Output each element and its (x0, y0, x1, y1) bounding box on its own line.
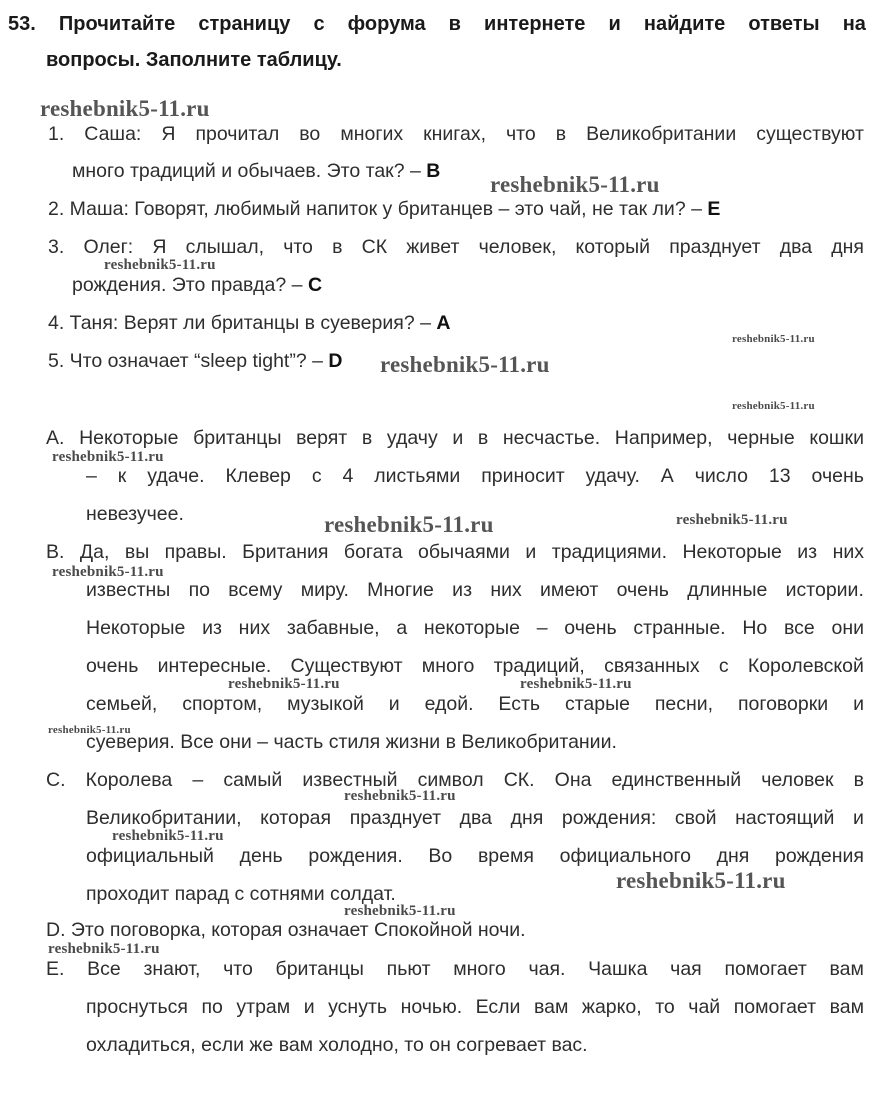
title-word: страницу (198, 13, 291, 35)
word: Чашка (588, 958, 648, 980)
word: Саша: (84, 123, 142, 145)
answer-a-line-1 (46, 426, 864, 450)
word: вы (124, 541, 150, 563)
question-4-line (48, 311, 450, 335)
word: дня (510, 807, 544, 829)
question-5-line (48, 349, 342, 373)
word: Она (554, 769, 592, 791)
question-5-answer: D (328, 350, 343, 372)
word: приносит (481, 465, 565, 487)
word: Великобритании, (86, 807, 242, 829)
word: имеют (540, 579, 599, 601)
word: Я (161, 123, 176, 145)
word: день (239, 845, 283, 867)
question-3-line-1 (48, 235, 864, 259)
word: британцы (275, 958, 364, 980)
word: знают, (143, 958, 201, 980)
word: Клевер (225, 465, 291, 487)
answer-b-line-5 (86, 692, 864, 716)
title-word: найдите (643, 13, 726, 35)
watermark: reshebnik5-11.ru (490, 172, 660, 197)
word: B. (46, 541, 65, 563)
word: Если (475, 996, 521, 1018)
word: – (536, 617, 548, 639)
task-header (8, 6, 866, 78)
word: официальный (86, 845, 214, 867)
word: всему (228, 579, 283, 601)
word: очень (616, 579, 669, 601)
watermark: reshebnik5-11.ru (112, 828, 224, 844)
watermark: reshebnik5-11.ru (344, 788, 456, 804)
word: Да, (79, 541, 110, 563)
word: символ (417, 769, 484, 791)
answer-a-line-2 (86, 464, 864, 488)
word: с (718, 655, 729, 677)
word: дня (716, 845, 750, 867)
word: Некоторые (682, 541, 782, 563)
word: празднует (669, 236, 761, 258)
watermark: reshebnik5-11.ru (344, 903, 456, 919)
word: чай (688, 996, 721, 1018)
word: спортом, (182, 693, 263, 715)
answer-b-line-4 (86, 654, 864, 678)
word: – (86, 465, 97, 487)
question-1-text-2: много традиций и обычаев. Это так? – (72, 160, 421, 182)
word: два (459, 807, 493, 829)
word: утрам (236, 996, 291, 1018)
word: по (201, 996, 223, 1018)
question-3-text-2: рождения. Это правда? – (72, 274, 303, 296)
word: рождения: (561, 807, 657, 829)
word: и (388, 693, 400, 715)
word: несчастье. (502, 427, 601, 449)
word: Например, (614, 427, 713, 449)
word: листьями (374, 465, 461, 487)
question-1-line-2 (72, 159, 440, 183)
question-4-answer: A (436, 312, 451, 334)
word: верят (296, 427, 348, 449)
word: интересные. (157, 655, 272, 677)
question-4-text: 4. Таня: Верят ли британцы в суеверия? – (48, 312, 431, 334)
word: пьют (386, 958, 431, 980)
word: много (421, 655, 475, 677)
word: два (779, 236, 813, 258)
answer-e-line-1 (46, 957, 864, 981)
word: черные (727, 427, 795, 449)
word: забавные, (286, 617, 380, 639)
word: настоящий (735, 807, 835, 829)
word: в (332, 236, 343, 258)
title-word: и (608, 13, 621, 35)
word: 3. (48, 236, 65, 258)
title-word: форума (347, 13, 426, 35)
watermark: reshebnik5-11.ru (380, 352, 550, 377)
word: что (223, 958, 253, 980)
word: число (694, 465, 748, 487)
word: и (525, 541, 537, 563)
word: длинные (687, 579, 768, 601)
title-word: ответы (748, 13, 820, 35)
watermark: reshebnik5-11.ru (48, 941, 160, 957)
word: старые (564, 693, 630, 715)
word: в (477, 427, 489, 449)
word: и (853, 807, 864, 829)
word: Некоторые (86, 617, 186, 639)
word: Я (152, 236, 167, 258)
answer-b-line-3 (86, 616, 864, 640)
word: и (452, 427, 464, 449)
word: уснуть (328, 996, 388, 1018)
word: дня (831, 236, 864, 258)
word: вам (829, 958, 864, 980)
answer-a-text-3: невезучее. (86, 503, 184, 525)
watermark: reshebnik5-11.ru (228, 676, 340, 692)
watermark: reshebnik5-11.ru (520, 676, 632, 692)
task-title-line-1 (8, 6, 866, 42)
question-2-line (48, 197, 720, 221)
word: вам (533, 996, 569, 1018)
word: поговорки (737, 693, 829, 715)
word: Некоторые (79, 427, 179, 449)
word: то (655, 996, 675, 1018)
word: и (853, 693, 864, 715)
word: E. (46, 958, 65, 980)
answer-e-line-2 (86, 995, 864, 1019)
answer-c-line-3 (86, 844, 864, 868)
word: жарко, (581, 996, 642, 1018)
watermark: reshebnik5-11.ru (616, 868, 786, 893)
word: живет (406, 236, 460, 258)
word: – (192, 769, 204, 791)
answer-b-line-1 (46, 540, 864, 564)
word: они (831, 617, 864, 639)
word: известны (86, 579, 171, 601)
word: человек, (478, 236, 557, 258)
question-5-text: 5. Что означает “sleep tight”? – (48, 350, 323, 372)
word: удачу. (585, 465, 640, 487)
word: что (283, 236, 313, 258)
answer-b-text-6: суеверия. Все они – часть стиля жизни в Великобритании. (86, 731, 617, 753)
word: обычаями (418, 541, 510, 563)
word: связанных (604, 655, 700, 677)
word: все (783, 617, 815, 639)
word: самый (223, 769, 283, 791)
word: из (797, 541, 818, 563)
word: во (299, 123, 321, 145)
word: проснуться (86, 996, 188, 1018)
answer-d-line-1 (46, 918, 526, 942)
word: семьей, (86, 693, 158, 715)
title-word: Прочитайте (58, 13, 176, 35)
word: много (453, 958, 506, 980)
watermark: reshebnik5-11.ru (48, 724, 131, 736)
question-1-line-1 (48, 122, 864, 146)
word: музыкой (287, 693, 364, 715)
word: СК. (503, 769, 535, 791)
answer-a-line-3 (86, 502, 184, 526)
watermark: reshebnik5-11.ru (732, 333, 815, 345)
word: Британия (242, 541, 329, 563)
word: Есть (498, 693, 541, 715)
answer-b-line-2 (86, 578, 864, 602)
word: из (202, 617, 222, 639)
word: по (188, 579, 210, 601)
word: некоторые (423, 617, 520, 639)
title-word: в (448, 13, 461, 35)
word: Но (742, 617, 768, 639)
title-word: интернете (484, 13, 586, 35)
word: кошки (809, 427, 864, 449)
word: а (396, 617, 408, 639)
word: богата (343, 541, 403, 563)
watermark: reshebnik5-11.ru (40, 96, 210, 121)
word: Королевской (747, 655, 864, 677)
word: Во (428, 845, 453, 867)
word: 4 (342, 465, 354, 487)
word: с (311, 465, 322, 487)
word: помогает (724, 958, 807, 980)
word: время (477, 845, 534, 867)
word: СК (361, 236, 388, 258)
watermark: reshebnik5-11.ru (324, 512, 494, 537)
word: британцы (193, 427, 282, 449)
answer-e-line-3 (86, 1033, 588, 1057)
word: рождения (775, 845, 864, 867)
word: что (506, 123, 536, 145)
word: и (303, 996, 315, 1018)
word: книгах, (423, 123, 486, 145)
word: них (490, 579, 522, 601)
question-3-answer: C (307, 274, 323, 296)
word: очень (811, 465, 864, 487)
answer-e-text-3: охладиться, если же вам холодно, то он согревает вас. (86, 1034, 588, 1056)
word: чая (670, 958, 702, 980)
word: Существуют (290, 655, 403, 677)
word: многих (340, 123, 404, 145)
word: чая. (528, 958, 566, 980)
answer-c-text-4: проходит парад с сотнями солдат. (86, 883, 396, 905)
word: который (575, 236, 651, 258)
question-3-line-2 (72, 273, 322, 297)
word: ночью. (400, 996, 463, 1018)
word: C. (46, 769, 66, 791)
word: вам (829, 996, 864, 1018)
word: которая (260, 807, 332, 829)
word: из (452, 579, 473, 601)
word: истории. (785, 579, 864, 601)
word: песни, (654, 693, 714, 715)
word: Великобритании (586, 123, 737, 145)
word: А (660, 465, 674, 487)
watermark: reshebnik5-11.ru (676, 512, 788, 528)
word: странные. (633, 617, 726, 639)
word: миру. (300, 579, 349, 601)
word: очень (564, 617, 617, 639)
word: A. (46, 427, 65, 449)
watermark: reshebnik5-11.ru (732, 400, 815, 412)
question-2-text: 2. Маша: Говорят, любимый напиток у британцев – это чай, не так ли? – (48, 198, 702, 220)
word: очень (86, 655, 139, 677)
word: в (361, 427, 373, 449)
word: традициями. (551, 541, 667, 563)
word: них (832, 541, 864, 563)
question-1-answer: B (426, 160, 441, 182)
word: рождения. (308, 845, 403, 867)
watermark: reshebnik5-11.ru (52, 564, 164, 580)
title-word: с (313, 13, 325, 35)
word: свой (674, 807, 717, 829)
word: официального (559, 845, 691, 867)
word: удаче. (147, 465, 205, 487)
word: известный (302, 769, 398, 791)
word: прочитал (195, 123, 280, 145)
word: слышал, (185, 236, 265, 258)
word: к (117, 465, 127, 487)
answer-b-line-6 (86, 730, 617, 754)
watermark: reshebnik5-11.ru (104, 257, 216, 273)
word: человек (761, 769, 834, 791)
answer-c-line-2 (86, 806, 864, 830)
word: помогает (733, 996, 817, 1018)
task-title-line-2: вопросы. Заполните таблицу. (46, 49, 342, 71)
word: Многие (367, 579, 434, 601)
word: существуют (756, 123, 864, 145)
word: празднует (349, 807, 442, 829)
word: в (555, 123, 567, 145)
word: Королева (85, 769, 173, 791)
answer-d-text-1: D. Это поговорка, которая означает Спокойной ночи. (46, 919, 526, 941)
question-2-answer: E (707, 198, 721, 220)
word: единственный (611, 769, 742, 791)
word: традиций, (493, 655, 585, 677)
title-word: на (842, 13, 866, 35)
word: 13 (768, 465, 791, 487)
word: в (853, 769, 864, 791)
word: Олег: (83, 236, 134, 258)
word: Все (87, 958, 121, 980)
word: правы. (164, 541, 227, 563)
word: них (238, 617, 271, 639)
task-number: 53. (8, 13, 36, 35)
watermark: reshebnik5-11.ru (52, 449, 164, 465)
word: едой. (424, 693, 474, 715)
word: удачу (386, 427, 438, 449)
word: 1. (48, 123, 65, 145)
